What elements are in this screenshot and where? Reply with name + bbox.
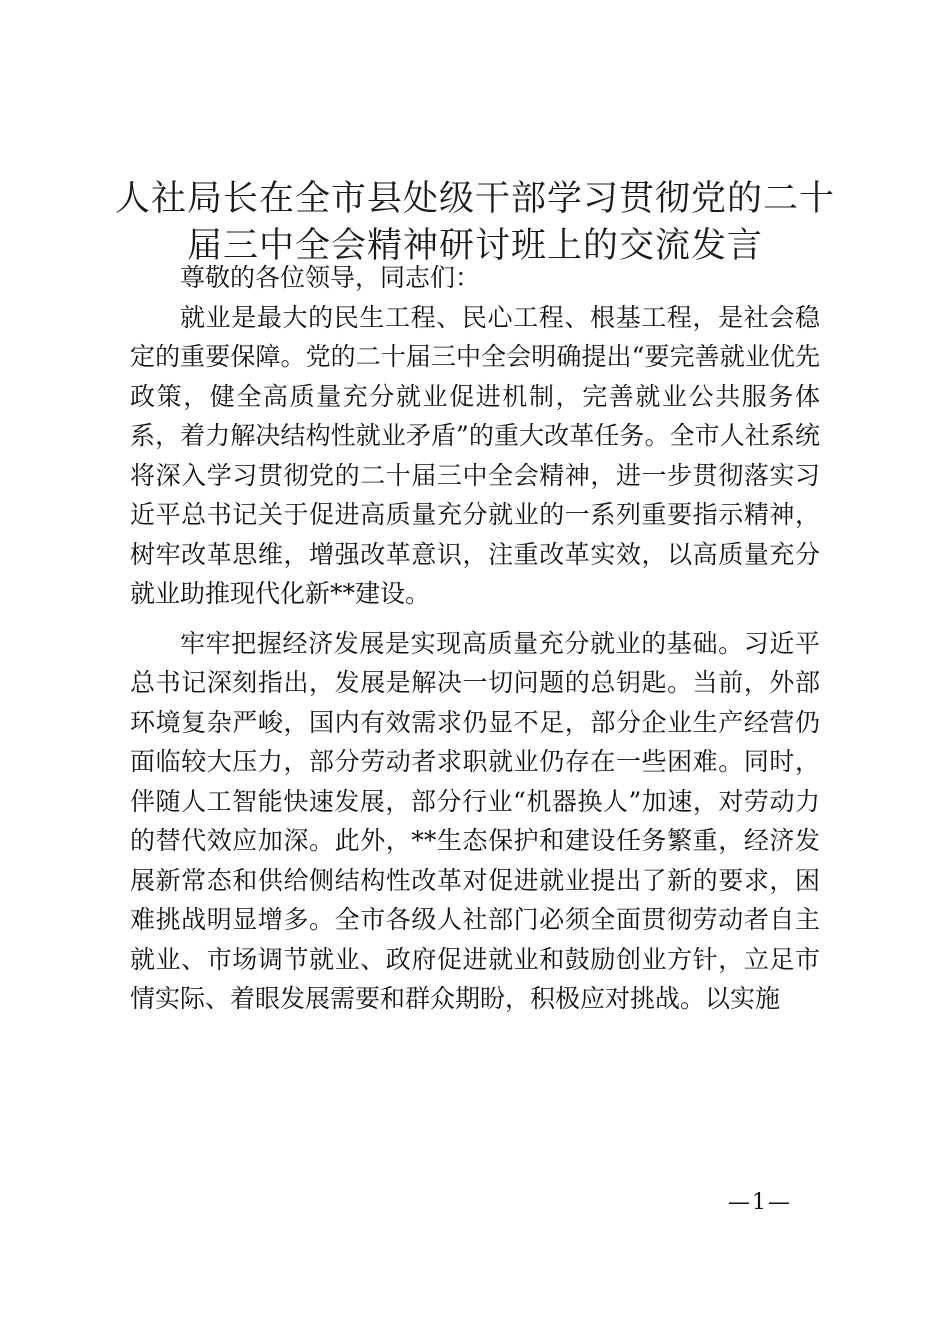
paragraph-1: 就业是最大的民生工程、民心工程、根基工程，是社会稳定的重要保障。党的二十届三中全会明确提出“要完善就业优先政策，健全高质量充分就业促进机制，完善就业公共服务体系，着力解决结构性就业矛盾”的重大改革任务。全市人社系统将深入学习贯彻党的二十届三中全会精神，进一步贯彻落实习近平总书记关于促进高质量充分就业的一系列重要指示精神，树牢改革思维，增强改革意识，注重改革实效，以高质量充分就业助推现代化新**建设。: [130, 302, 820, 608]
page-number: —1—: [728, 1190, 792, 1215]
paragraph-2: 牢牢把握经济发展是实现高质量充分就业的基础。习近平总书记深刻指出，发展是解决一切问题的总钥匙。当前，外部环境复杂严峻，国内有效需求仍显不足，部分企业生产经营仍面临较大压力，部分劳动者求职就业仍存在一些困难。同时，伴随人工智能快速发展，部分行业“机器换人”加速，对劳动力的替代效应加深。此外，**生态保护和建设任务繁重，经济发展新常态和供给侧结构性改革对促进就业提出了新的要求，困难挑战明显增多。全市各级人社部门必须全面贯彻劳动者自主就业、市场调节就业、政府促进就业和鼓励创业方针，立足市情实际、着眼发展需要和群众期盼，积极应对挑战。以实施: [130, 628, 820, 1013]
document-body: [130, 258, 820, 1019]
document-title: [100, 176, 850, 270]
title-line-1: 人社局长在全市县处级干部学习贯彻党的二十: [114, 179, 835, 219]
salutation: 尊敬的各位领导，同志们：: [180, 263, 481, 292]
title-line-2: 届三中全会精神研讨班上的交流发言: [186, 226, 763, 266]
